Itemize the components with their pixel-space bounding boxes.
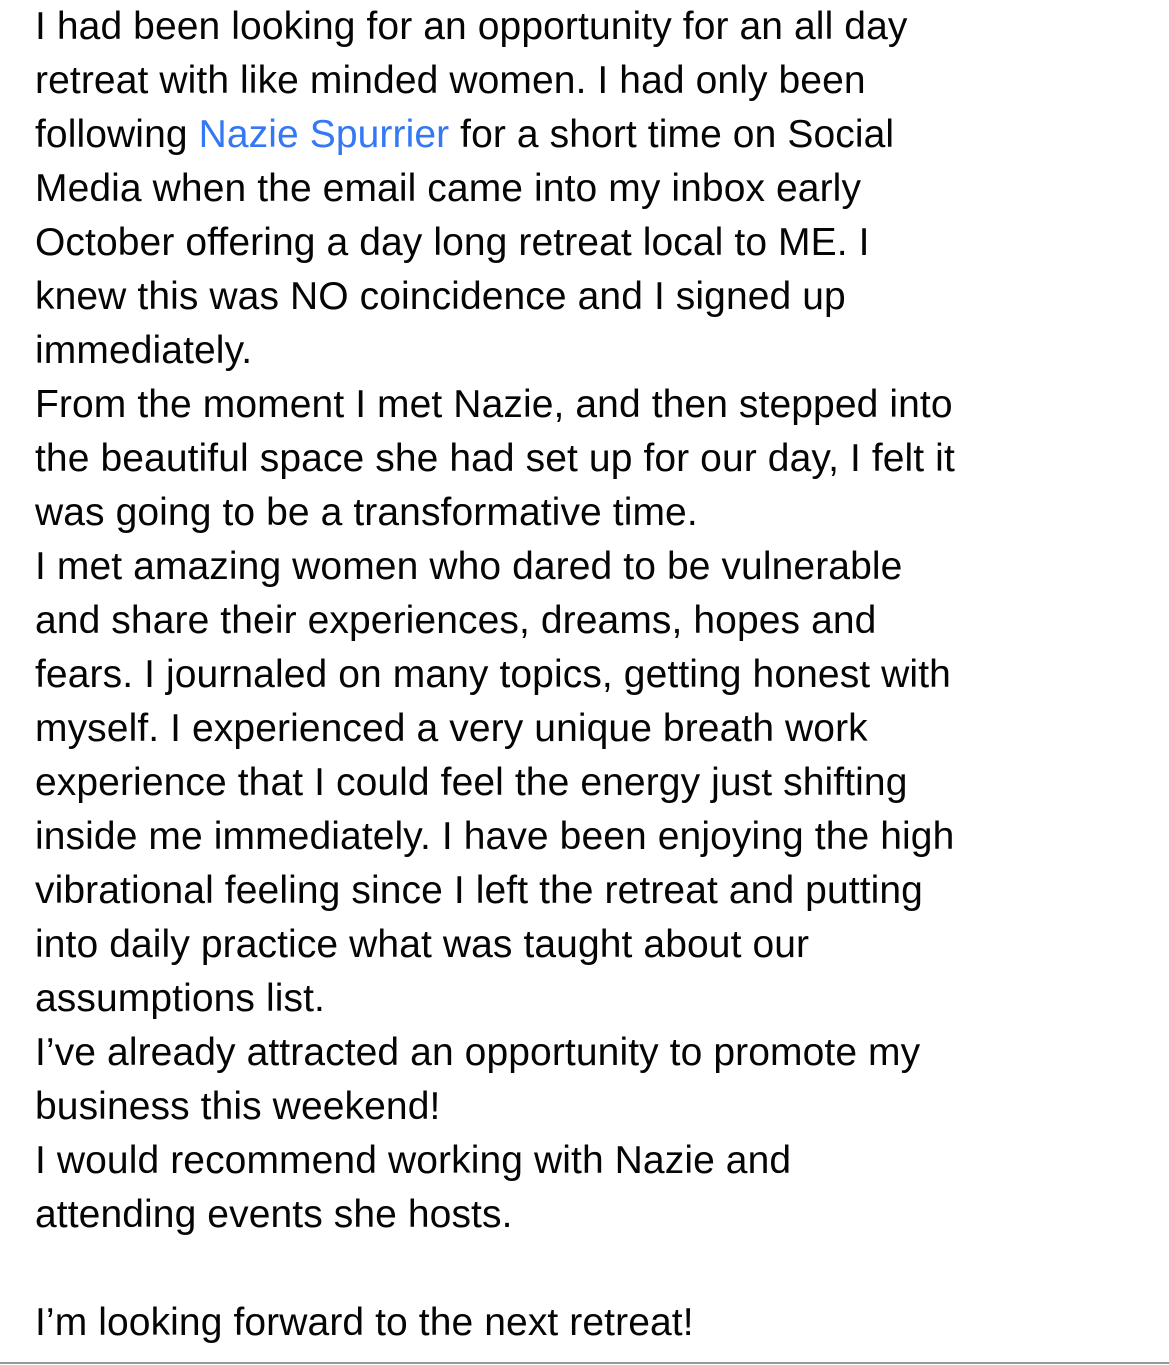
testimonial-line: From the moment I met Nazie, and then stepped into — [35, 383, 953, 426]
testimonial-line: experience that I could feel the energy just shifting — [35, 761, 908, 804]
testimonial-line: inside me immediately. I have been enjoying the high — [35, 815, 955, 858]
text-segment: following — [35, 113, 199, 156]
testimonial-line: Media when the email came into my inbox early — [35, 167, 862, 210]
testimonial-line: October offering a day long retreat local to ME. I — [35, 221, 870, 264]
testimonial-line: retreat with like minded women. I had only been — [35, 59, 866, 102]
testimonial-line: the beautiful space she had set up for our day, I felt it — [35, 437, 955, 480]
testimonial-line: fears. I journaled on many topics, getting honest with — [35, 653, 951, 696]
text-segment: for a short time on Social — [449, 113, 895, 156]
testimonial-line: myself. I experienced a very unique breath work — [35, 707, 868, 750]
testimonial-line: vibrational feeling since I left the retreat and putting — [35, 869, 923, 912]
testimonial-line — [35, 108, 1151, 162]
testimonial-line: assumptions list. — [35, 977, 325, 1020]
testimonial-line: immediately. — [35, 329, 253, 372]
testimonial-text-block — [35, 0, 1151, 1350]
testimonial-line: knew this was NO coincidence and I signed up — [35, 275, 846, 318]
testimonial-line: and share their experiences, dreams, hopes and — [35, 599, 877, 642]
testimonial-line: I’ve already attracted an opportunity to promote my — [35, 1031, 921, 1074]
nazie-spurrier-link[interactable]: Nazie Spurrier — [198, 113, 450, 156]
testimonial-line: into daily practice what was taught about our — [35, 923, 810, 966]
testimonial-line: I’m looking forward to the next retreat! — [35, 1301, 694, 1344]
bottom-divider — [0, 1362, 1169, 1364]
testimonial-line: I would recommend working with Nazie and — [35, 1139, 792, 1182]
testimonial-line: I met amazing women who dared to be vulnerable — [35, 545, 903, 588]
testimonial-line: business this weekend! — [35, 1085, 441, 1128]
testimonial-line: I had been looking for an opportunity for an all day — [35, 5, 908, 48]
blank-line — [35, 1242, 1151, 1296]
testimonial-line: was going to be a transformative time. — [35, 491, 698, 534]
testimonial-line: attending events she hosts. — [35, 1193, 513, 1236]
